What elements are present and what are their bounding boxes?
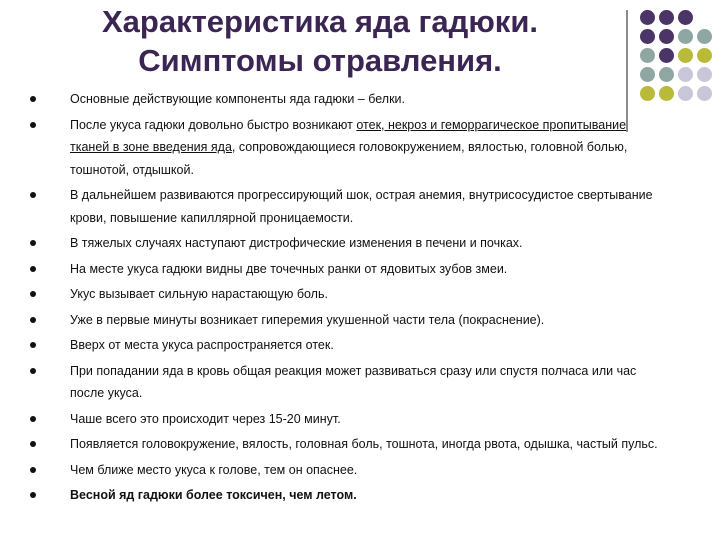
slide-title <box>40 2 600 80</box>
dot-teal <box>640 48 655 63</box>
dot-purple <box>640 10 655 25</box>
bullet-item: Чаше всего это происходит через 15-20 минут. <box>28 408 668 431</box>
bullet-item-bold: Весной яд гадюки более токсичен, чем летом. <box>28 484 668 507</box>
title-line-1: Характеристика яда гадюки. <box>102 4 538 39</box>
bullet-item: При попадании яда в кровь общая реакция может развиваться сразу или спустя полчаса или час после укуса. <box>28 360 668 405</box>
title-line-2: Симптомы отравления. <box>138 43 502 78</box>
dot-olive <box>678 48 693 63</box>
bullet-list <box>28 88 668 510</box>
bullet-item: Вверх от места укуса распространяется отек. <box>28 334 668 357</box>
bullet-item: На месте укуса гадюки видны две точечных ранки от ядовитых зубов змеи. <box>28 258 668 281</box>
dot-purple <box>678 10 693 25</box>
bullet-item: Укус вызывает сильную нарастающую боль. <box>28 283 668 306</box>
bullet-item: Уже в первые минуты возникает гиперемия укушенной части тела (покраснение). <box>28 309 668 332</box>
dot-purple <box>659 10 674 25</box>
dot-lavender <box>697 67 712 82</box>
dot-lavender <box>697 86 712 101</box>
bullet-item: Чем ближе место укуса к голове, тем он опаснее. <box>28 459 668 482</box>
bullet-item: Появляется головокружение, вялость, головная боль, тошнота, иногда рвота, одышка, частый пульс. <box>28 433 668 456</box>
bullet-text-start: После укуса гадюки довольно быстро возникают <box>70 117 357 132</box>
bullet-item <box>28 114 668 182</box>
dot-teal <box>640 67 655 82</box>
bullet-item: Основные действующие компоненты яда гадюки – белки. <box>28 88 668 111</box>
dot-lavender <box>678 67 693 82</box>
dot-lavender <box>678 86 693 101</box>
underlined-text: отек, некроз и геморрагическое пропитывание тканей в зоне введения яда <box>70 117 627 154</box>
dot-purple <box>640 29 655 44</box>
dot-purple <box>659 48 674 63</box>
dot-purple <box>659 29 674 44</box>
dot-teal <box>678 29 693 44</box>
bullet-item: В дальнейшем развиваются прогрессирующий шок, острая анемия, внутрисосудистое свертывание крови, повышение капиллярной проницаемости. <box>28 184 668 229</box>
bullet-item: В тяжелых случаях наступают дистрофические изменения в печени и почках. <box>28 232 668 255</box>
bullet-text-end: , сопровождающиеся головокружением, вялостью, головной болью, тошнотой, отдышкой. <box>70 140 628 177</box>
dot-olive <box>697 48 712 63</box>
dot-teal <box>659 67 674 82</box>
dot-teal <box>697 29 712 44</box>
